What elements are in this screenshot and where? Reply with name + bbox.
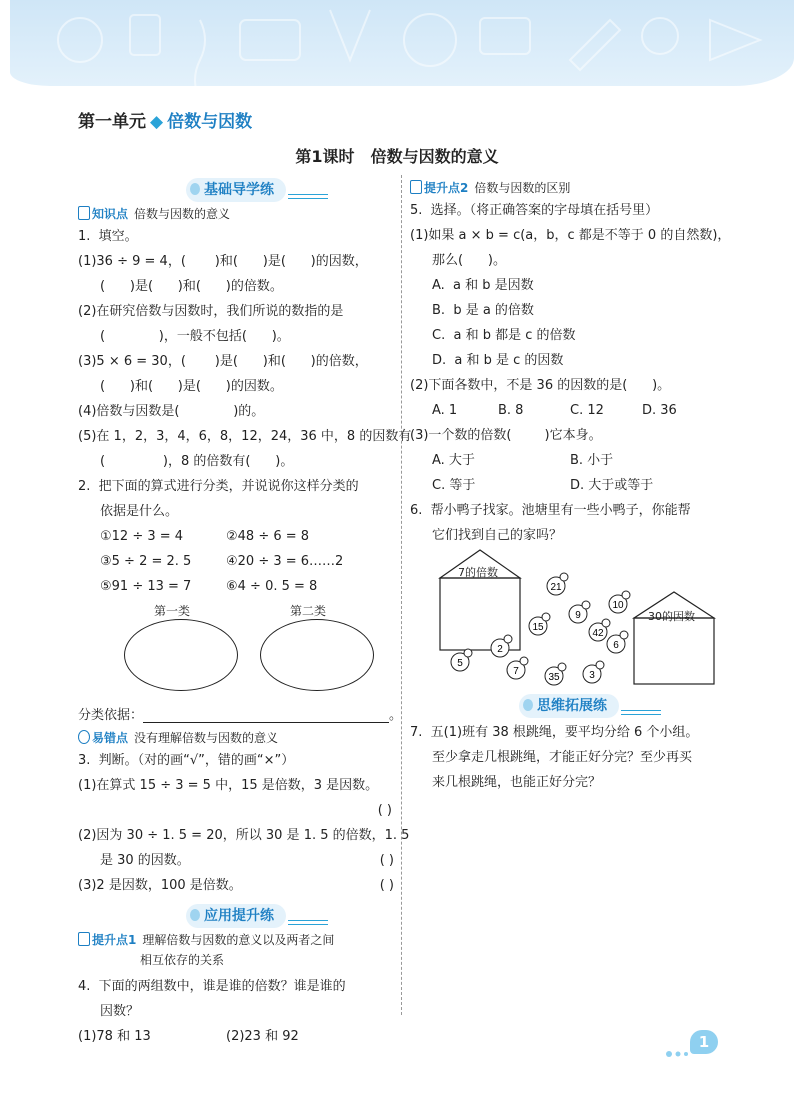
duck-35[interactable]	[545, 663, 566, 685]
option: B. b 是 a 的倍数	[432, 303, 534, 318]
duck-number: 6	[613, 640, 619, 651]
q1-line: (3)5 × 6 = 30，( )是( )和( )的倍数，	[78, 354, 368, 369]
tag-label: 知识点	[92, 207, 129, 221]
lesson-name: 倍数与因数的意义	[370, 147, 499, 166]
pencil-icon	[78, 206, 90, 220]
duck-3[interactable]	[583, 661, 604, 683]
duck-6[interactable]	[607, 631, 628, 653]
lesson-number: 第1课时	[295, 147, 355, 166]
q6-line: 6. 帮小鸭子找家。池塘里有一些小鸭子，你能帮	[410, 503, 691, 518]
diamond-icon: ◆	[150, 112, 164, 132]
classification-ovals	[78, 599, 394, 699]
unit-title	[78, 107, 252, 132]
option: B. 8	[498, 403, 524, 418]
q3-line	[78, 873, 394, 898]
duck-15[interactable]	[529, 613, 550, 635]
q1-line: (4)倍数与因数是( )的。	[78, 404, 265, 419]
class-label: 第一类	[154, 604, 191, 618]
equation: ⑥4 ÷ 0. 5 = 8	[226, 579, 318, 594]
option: D. 大于或等于	[570, 478, 654, 493]
q1-line: (5)在 1，2，3，4，6，8，12，24，36 中，8 的因数有	[78, 429, 412, 444]
upgrade1-tag	[78, 930, 394, 950]
option: D. 36	[642, 403, 677, 418]
duck-10[interactable]	[609, 591, 630, 613]
duck-layer	[451, 573, 630, 685]
section-title: 基础导学练	[186, 178, 286, 202]
q1-line: ( )和( )是( )的因数。	[100, 379, 283, 394]
unit-label: 第一单元	[78, 112, 146, 132]
tag-text: 理解倍数与因数的意义以及两者之间	[142, 933, 335, 947]
q3-line: (2)因为 30 ÷ 1. 5 = 20，所以 30 是 1. 5 的倍数，1. 5	[78, 828, 410, 843]
q5-line: (2)下面各数中，不是 36 的因数的是( )。	[410, 378, 671, 393]
q1-line: ( )，8 的倍数有( )。	[100, 454, 294, 469]
q1-line: ( )是( )和( )的倍数。	[100, 279, 283, 294]
upgrade2-tag	[410, 178, 728, 198]
q1-line: ( )，一般不包括( )。	[100, 329, 290, 344]
header-band	[10, 0, 794, 86]
class-label: 第二类	[290, 604, 327, 618]
q2-line: 2. 把下面的算式进行分类，并说说你这样分类的	[78, 479, 359, 494]
q4-group: (2)23 和 92	[226, 1029, 299, 1044]
section-title: 应用提升练	[186, 904, 286, 928]
basis-end: 。	[389, 708, 403, 723]
section-title: 思维拓展练	[519, 694, 619, 718]
q2-line: 依据是什么。	[100, 504, 179, 519]
equation: ①12 ÷ 3 = 4	[100, 529, 184, 544]
tag-label: 易错点	[92, 731, 129, 745]
judge-paren[interactable]	[78, 798, 394, 823]
thumbs-up-icon	[78, 932, 90, 946]
option: C. 等于	[432, 478, 476, 493]
duck-number: 15	[532, 622, 544, 633]
tag-text: 倍数与因数的区别	[474, 181, 571, 195]
section-banner-basic	[166, 178, 306, 204]
option: A. a 和 b 是因数	[432, 278, 534, 293]
duck-2[interactable]	[491, 635, 512, 657]
duck-7[interactable]	[507, 657, 528, 679]
q4-line: 因数？	[100, 1004, 140, 1019]
left-column	[78, 178, 412, 1049]
duck-house-figure	[438, 548, 738, 688]
duck-number: 9	[575, 610, 581, 621]
school-doodles-icon	[10, 0, 794, 86]
q3-line	[78, 848, 394, 873]
duck-number: 3	[589, 670, 595, 681]
right-column	[410, 178, 731, 795]
duck-21[interactable]	[547, 573, 568, 595]
q5-line: (3)一个数的倍数( )它本身。	[410, 428, 602, 443]
q3-title: 3. 判断。（对的画“√”，错的画“×”）	[78, 753, 295, 768]
equation: ④20 ÷ 3 = 6……2	[226, 554, 344, 569]
q6-line: 它们找到自己的家吗？	[432, 528, 563, 543]
equation: ⑤91 ÷ 13 = 7	[100, 579, 192, 594]
house-label: 7的倍数	[458, 566, 498, 579]
page-number: 1	[690, 1030, 718, 1054]
judge-paren[interactable]: ( )	[379, 853, 394, 868]
tag-label: 提升点2	[424, 181, 469, 195]
q7-line: 来几根跳绳，也能正好分完？	[432, 775, 602, 790]
q5-line: (1)如果 a × b = c(a，b，c 都是不等于 0 的自然数)，	[410, 228, 731, 243]
q3-line: (1)在算式 15 ÷ 3 = 5 中，15 是倍数，3 是因数。	[78, 778, 379, 793]
basis-line	[78, 703, 403, 728]
q1-line: (1)36 ÷ 9 = 4，( )和( )是( )的因数，	[78, 254, 368, 269]
magnifier-icon	[78, 730, 90, 744]
duck-number: 21	[550, 582, 562, 593]
duck-number: 5	[457, 658, 463, 669]
answer-blank[interactable]	[143, 706, 389, 723]
house-label: 30的因数	[648, 610, 695, 623]
tag-text: 相互依存的关系	[140, 953, 225, 967]
equation-list	[78, 524, 394, 599]
answer-oval[interactable]	[124, 619, 238, 691]
q1-line: (2)在研究倍数与因数时，我们所说的数指的是	[78, 304, 344, 319]
section-banner-apply	[166, 904, 306, 930]
duck-number: 7	[513, 666, 519, 677]
q3-text: (3)2 是因数，100 是倍数。	[78, 878, 242, 893]
q5-line: 那么( )。	[432, 253, 506, 268]
duck-9[interactable]	[569, 601, 590, 623]
q7-line: 7. 五(1)班有 38 根跳绳，要平均分给 6 个小组。	[410, 725, 699, 740]
tag-text: 没有理解倍数与因数的意义	[134, 731, 279, 745]
option: D. a 和 b 是 c 的因数	[432, 353, 564, 368]
option-row	[410, 398, 728, 423]
basis-label: 分类依据：	[78, 708, 144, 723]
section-banner-extend	[499, 694, 639, 720]
q4-group: (1)78 和 13	[78, 1029, 151, 1044]
duck-number: 42	[592, 628, 604, 639]
paren: ( )	[377, 803, 392, 818]
equation: ③5 ÷ 2 = 2. 5	[100, 554, 192, 569]
mistake-tag	[78, 728, 394, 748]
duck-number: 2	[497, 644, 503, 655]
q3-text: 是 30 的因数。	[100, 853, 190, 868]
q1-title: 1. 填空。	[78, 229, 138, 244]
option: B. 小于	[570, 453, 614, 468]
equation: ②48 ÷ 6 = 8	[226, 529, 310, 544]
tag-text: 倍数与因数的意义	[134, 207, 231, 221]
answer-oval[interactable]	[260, 619, 374, 691]
option: C. a 和 b 都是 c 的倍数	[432, 328, 576, 343]
duck-42[interactable]	[589, 619, 610, 641]
knowledge-tag	[78, 204, 394, 224]
option-row	[410, 448, 728, 498]
q5-title: 5. 选择。（将正确答案的字母填在括号里）	[410, 203, 659, 218]
option: C. 12	[570, 403, 604, 418]
option: A. 大于	[432, 453, 475, 468]
thumbs-up-icon	[410, 180, 422, 194]
lesson-title	[0, 144, 794, 167]
unit-name: 倍数与因数	[167, 112, 253, 132]
duck-number: 35	[548, 672, 560, 683]
column-divider	[401, 175, 402, 1015]
q4-line: 4. 下面的两组数中，谁是谁的倍数？谁是谁的	[78, 979, 346, 994]
duck-number: 10	[612, 600, 624, 611]
judge-paren[interactable]: ( )	[379, 878, 394, 893]
tag-label: 提升点1	[92, 933, 137, 947]
q4-groups	[78, 1024, 394, 1049]
duck-5[interactable]	[451, 649, 472, 671]
option: A. 1	[432, 403, 458, 418]
q7-line: 至少拿走几根跳绳，才能正好分完？至少再买	[432, 750, 693, 765]
